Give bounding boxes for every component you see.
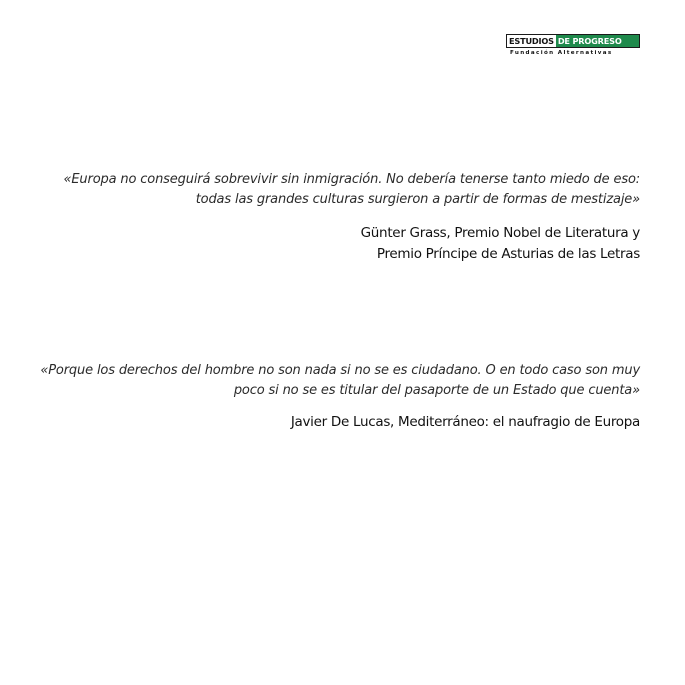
author-line: Javier De Lucas, Mediterráneo: el naufragio de Europa [290, 414, 640, 430]
quote-author [10, 412, 640, 433]
quote-block-grass [20, 170, 640, 265]
quote-line: todas las grandes culturas surgieron a partir de formas de mestizaje» [195, 192, 640, 207]
quote-author [20, 223, 640, 265]
quote-line: poco si no se es titular del pasaporte de un Estado que cuenta» [233, 383, 640, 398]
logo-de-progreso: DE PROGRESO [556, 35, 639, 47]
author-line: Premio Príncipe de Asturias de las Letras [376, 246, 640, 262]
logo-subtitle: Fundación Alternativas [510, 50, 613, 56]
quote-text [20, 170, 640, 210]
quote-text [10, 361, 640, 401]
author-line: Günter Grass, Premio Nobel de Literatura y [360, 225, 640, 241]
estudios-de-progreso-logo [506, 34, 640, 56]
quote-line: «Europa no conseguirá sobrevivir sin inmigración. No debería tenerse tanto miedo de eso: [63, 172, 640, 187]
quote-block-de-lucas [10, 361, 640, 433]
logo-bar [506, 34, 640, 48]
logo-estudios: ESTUDIOS [509, 36, 554, 46]
quote-line: «Porque los derechos del hombre no son nada si no se es ciudadano. O en todo caso son muy [40, 363, 640, 378]
